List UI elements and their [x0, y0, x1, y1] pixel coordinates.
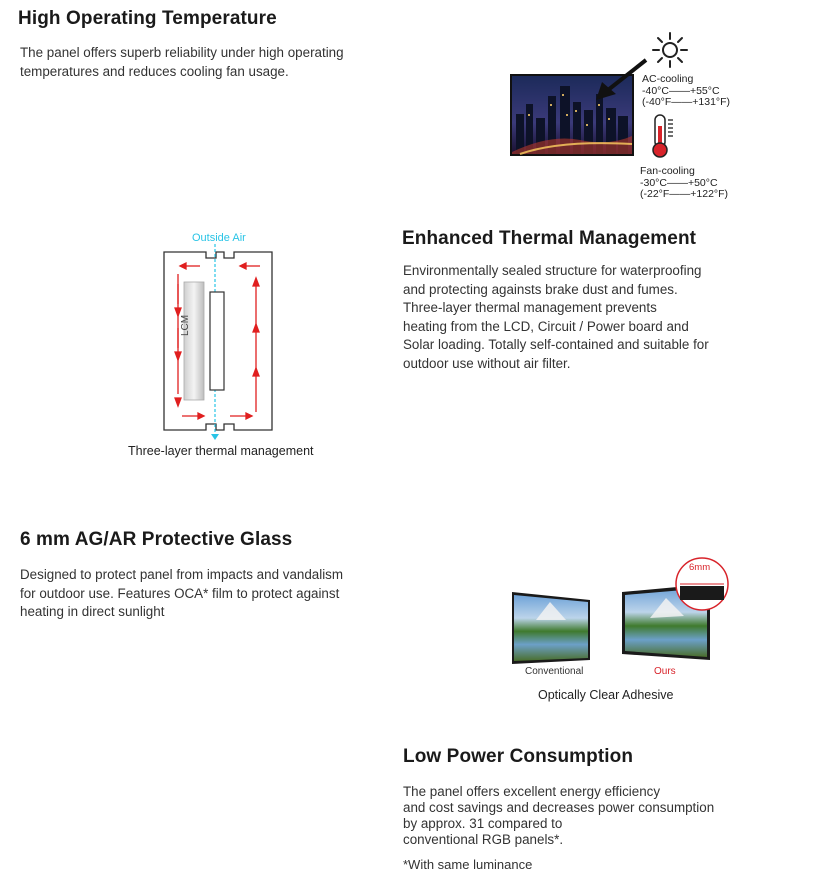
fan-cooling-spec [640, 166, 728, 201]
power-desc-line: conventional RGB panels*. [403, 832, 564, 847]
ac-cooling-label: AC-cooling [642, 73, 694, 85]
sun-icon [650, 30, 690, 70]
glass-desc-line: Designed to protect panel from impacts and vandalism [20, 567, 344, 582]
glass-description [20, 566, 343, 622]
fan-cooling-label: Fan-cooling [640, 165, 695, 177]
thermal-desc-line: heating from the LCD, Circuit / Power board and [403, 318, 689, 334]
power-desc-line: by approx. 31 compared to [403, 816, 563, 831]
outside-air-label: Outside Air [192, 232, 246, 244]
thermometer-icon [646, 112, 678, 160]
glass-caption: Optically Clear Adhesive [538, 688, 674, 702]
ac-cooling-celsius: -40°C——+55°C [642, 84, 720, 97]
ac-cooling-spec [642, 74, 730, 109]
high-temp-title: High Operating Temperature [18, 8, 277, 29]
ours-label: Ours [654, 666, 676, 677]
high-temp-desc-line: The panel offers superb reliability under high operating [20, 45, 344, 60]
thermal-diagram [160, 244, 280, 440]
thermal-desc-line: outdoor use without air filter. [403, 355, 571, 371]
thickness-label: 6mm [689, 562, 711, 573]
heat-arrow-icon [590, 56, 650, 106]
glass-desc-line: heating in direct sunlight [20, 604, 165, 619]
thermal-desc-line: Solar loading. Totally self-contained and suitable for [403, 337, 709, 352]
glass-title: 6 mm AG/AR Protective Glass [20, 529, 293, 550]
power-title: Low Power Consumption [403, 746, 634, 767]
fan-cooling-celsius: -30°C——+50°C [640, 176, 718, 189]
lcm-label: LCM [180, 314, 191, 336]
power-desc-line: The panel offers excellent energy efficiency [403, 784, 661, 799]
conventional-label: Conventional [525, 666, 584, 677]
thermal-description [403, 262, 709, 373]
power-description [403, 784, 714, 848]
conventional-panel-image [510, 590, 592, 666]
power-desc-line: and cost savings and decreases power consumption [403, 800, 715, 815]
thermal-desc-line: and protecting againsts brake dust and fumes. [403, 281, 678, 297]
thermal-diagram-caption: Three-layer thermal management [128, 444, 314, 458]
fan-cooling-fahrenheit: (-22°F——+122°F) [640, 188, 729, 200]
thermal-title: Enhanced Thermal Management [402, 228, 697, 249]
high-temp-desc-line: temperatures and reduces cooling fan usage. [20, 63, 289, 79]
high-temp-description [20, 44, 344, 81]
thermal-desc-line: Three-layer thermal management prevents [403, 300, 657, 315]
glass-desc-line: for outdoor use. Features OCA* film to protect against [20, 585, 340, 601]
power-footnote: *With same luminance [403, 857, 533, 872]
ac-cooling-fahrenheit: (-40°F——+131°F) [642, 96, 731, 108]
thermal-desc-line: Environmentally sealed structure for waterproofing [403, 263, 702, 278]
